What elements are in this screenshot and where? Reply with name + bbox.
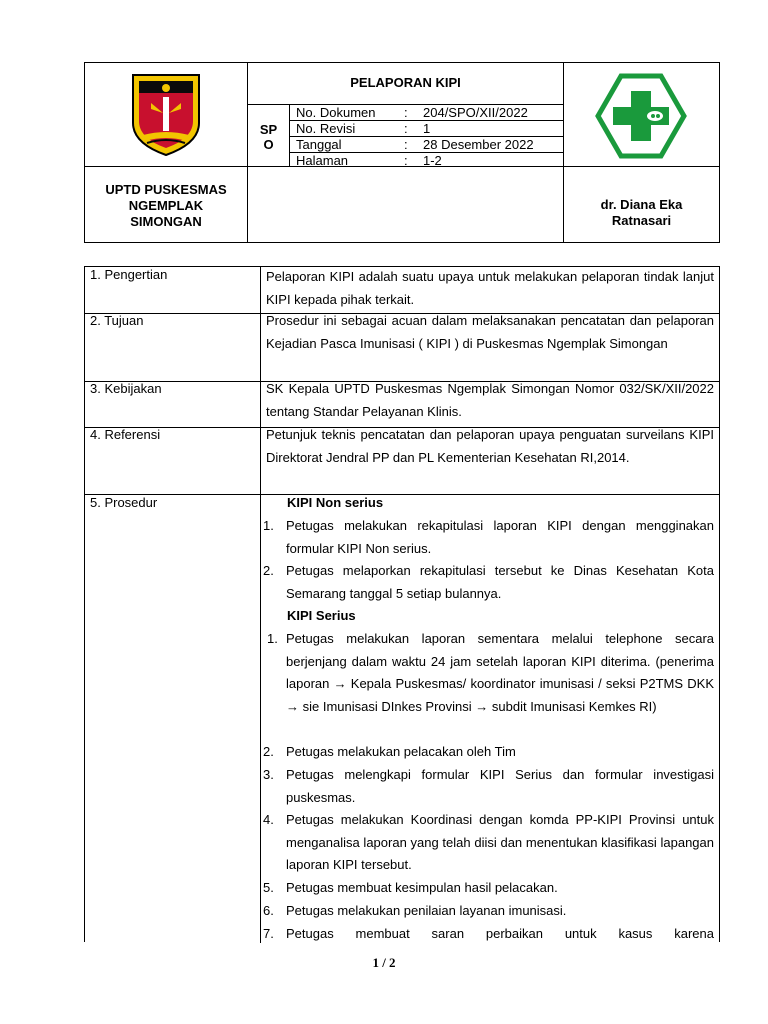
spo-line-2: O <box>263 137 274 152</box>
list-number: 3. <box>263 767 274 782</box>
section-label-pengertian: 1. Pengertian <box>90 267 168 282</box>
list-item <box>286 628 714 718</box>
meta-value: 28 Desember 2022 <box>423 137 534 152</box>
section-label-kebijakan: 3. Kebijakan <box>90 381 162 396</box>
list-item: Petugas membuat kesimpulan hasil pelacakan. <box>286 880 558 895</box>
signer-line-1: dr. Diana Eka <box>600 197 683 212</box>
list-number: 2. <box>263 744 274 759</box>
spo-label <box>248 122 289 152</box>
list-item: Petugas membuat saran perbaikan untuk kasus karena <box>286 926 714 941</box>
page-number: 1 / 2 <box>372 955 396 970</box>
kipi-non-serius-title: KIPI Non serius <box>287 495 384 510</box>
meta-value: 1 <box>423 121 431 136</box>
list-number: 6. <box>263 903 274 918</box>
list-number: 1. <box>267 631 278 646</box>
section-text-pengertian: Pelaporan KIPI adalah suatu upaya untuk melakukan pelaporan tindak lanjut KIPI kepada pihak terkait. <box>266 269 714 307</box>
city-emblem-icon <box>129 73 203 157</box>
meta-label: Tanggal <box>296 137 342 152</box>
content-table <box>84 266 720 942</box>
org-line-1: UPTD PUSKESMAS <box>105 182 227 197</box>
meta-sep: : <box>404 153 408 168</box>
puskesmas-logo <box>595 73 687 159</box>
meta-row-halaman <box>290 152 564 168</box>
meta-value: 1-2 <box>423 153 442 168</box>
list-number: 4. <box>263 812 274 827</box>
meta-value: 204/SPO/XII/2022 <box>423 105 528 120</box>
meta-sep: : <box>404 105 408 120</box>
section-label-prosedur: 5. Prosedur <box>90 495 158 510</box>
city-emblem <box>129 73 203 157</box>
org-name <box>85 182 247 230</box>
section-text-kebijakan: SK Kepala UPTD Puskesmas Ngemplak Simongan Nomor 032/SK/XII/2022 tentang Standar Pelayanan Klinis. <box>266 381 714 419</box>
org-line-2: NGEMPLAK <box>128 198 204 213</box>
section-text-tujuan: Prosedur ini sebagai acuan dalam melaksanakan pencatatan dan pelaporan Kejadian Pasca Imunisasi ( KIPI ) di Puskesmas Ngemplak Simongan <box>266 313 714 351</box>
row-divider-4 <box>85 494 719 495</box>
list-item: Petugas melaporkan rekapitulasi tersebut ke Dinas Kesehatan Kota Semarang tanggal 5 setiap bulannya. <box>286 563 714 601</box>
signer <box>564 197 719 229</box>
page-title: PELAPORAN KIPI <box>350 75 461 90</box>
meta-label: Halaman <box>296 153 349 168</box>
section-text-referensi: Petunjuk teknis pencatatan dan pelaporan upaya penguatan surveilans KIPI Direktorat Jendral PP dan PL Kementerian Kesehatan RI,2014. <box>266 427 714 465</box>
list-number: 1. <box>263 518 274 533</box>
list-item: Petugas melengkapi formular KIPI Serius dan formular investigasi puskesmas. <box>286 767 714 805</box>
list-item: Petugas melakukan Koordinasi dengan komda PP-KIPI Provinsi untuk menganalisa laporan yang telah diisi dan menentukan klasifikasi lapangan laporan KIPI tersebut. <box>286 812 714 872</box>
signer-line-2: Ratnasari <box>611 213 672 228</box>
meta-sep: : <box>404 121 408 136</box>
meta-row-dokumen <box>290 104 564 120</box>
spo-line-1: SP <box>259 122 278 137</box>
list-number: 7. <box>263 926 274 941</box>
org-line-3: SIMONGAN <box>130 214 202 229</box>
list-item: Petugas melakukan rekapitulasi laporan KIPI dengan mengginakan formular KIPI Non serius. <box>286 518 714 556</box>
meta-label: No. Dokumen <box>296 105 376 120</box>
list-item-text: Petugas melakukan laporan sementara melalui telephone secara berjenjang dalam waktu 24 jam setelah laporan KIPI diterima. (penerima laporan → Kepala Puskesmas/ koordinator imunisasi / seksi P2TMS DKK → sie Imunisasi DInkes Provinsi → subdit Imunisasi Kemkes RI) <box>286 631 714 714</box>
kipi-serius-title: KIPI Serius <box>287 608 356 623</box>
content-column-divider <box>260 267 261 943</box>
puskesmas-logo-icon <box>595 73 687 159</box>
meta-row-revisi <box>290 120 564 136</box>
header-table <box>84 62 720 243</box>
list-item: Petugas melakukan pelacakan oleh Tim <box>286 744 516 759</box>
list-number: 5. <box>263 880 274 895</box>
meta-sep: : <box>404 137 408 152</box>
list-item: Petugas melakukan penilaian layanan imunisasi. <box>286 903 567 918</box>
list-number: 2. <box>263 563 274 578</box>
section-label-referensi: 4. Referensi <box>90 427 161 442</box>
meta-row-tanggal <box>290 136 564 152</box>
section-label-tujuan: 2. Tujuan <box>90 313 144 328</box>
meta-label: No. Revisi <box>296 121 356 136</box>
